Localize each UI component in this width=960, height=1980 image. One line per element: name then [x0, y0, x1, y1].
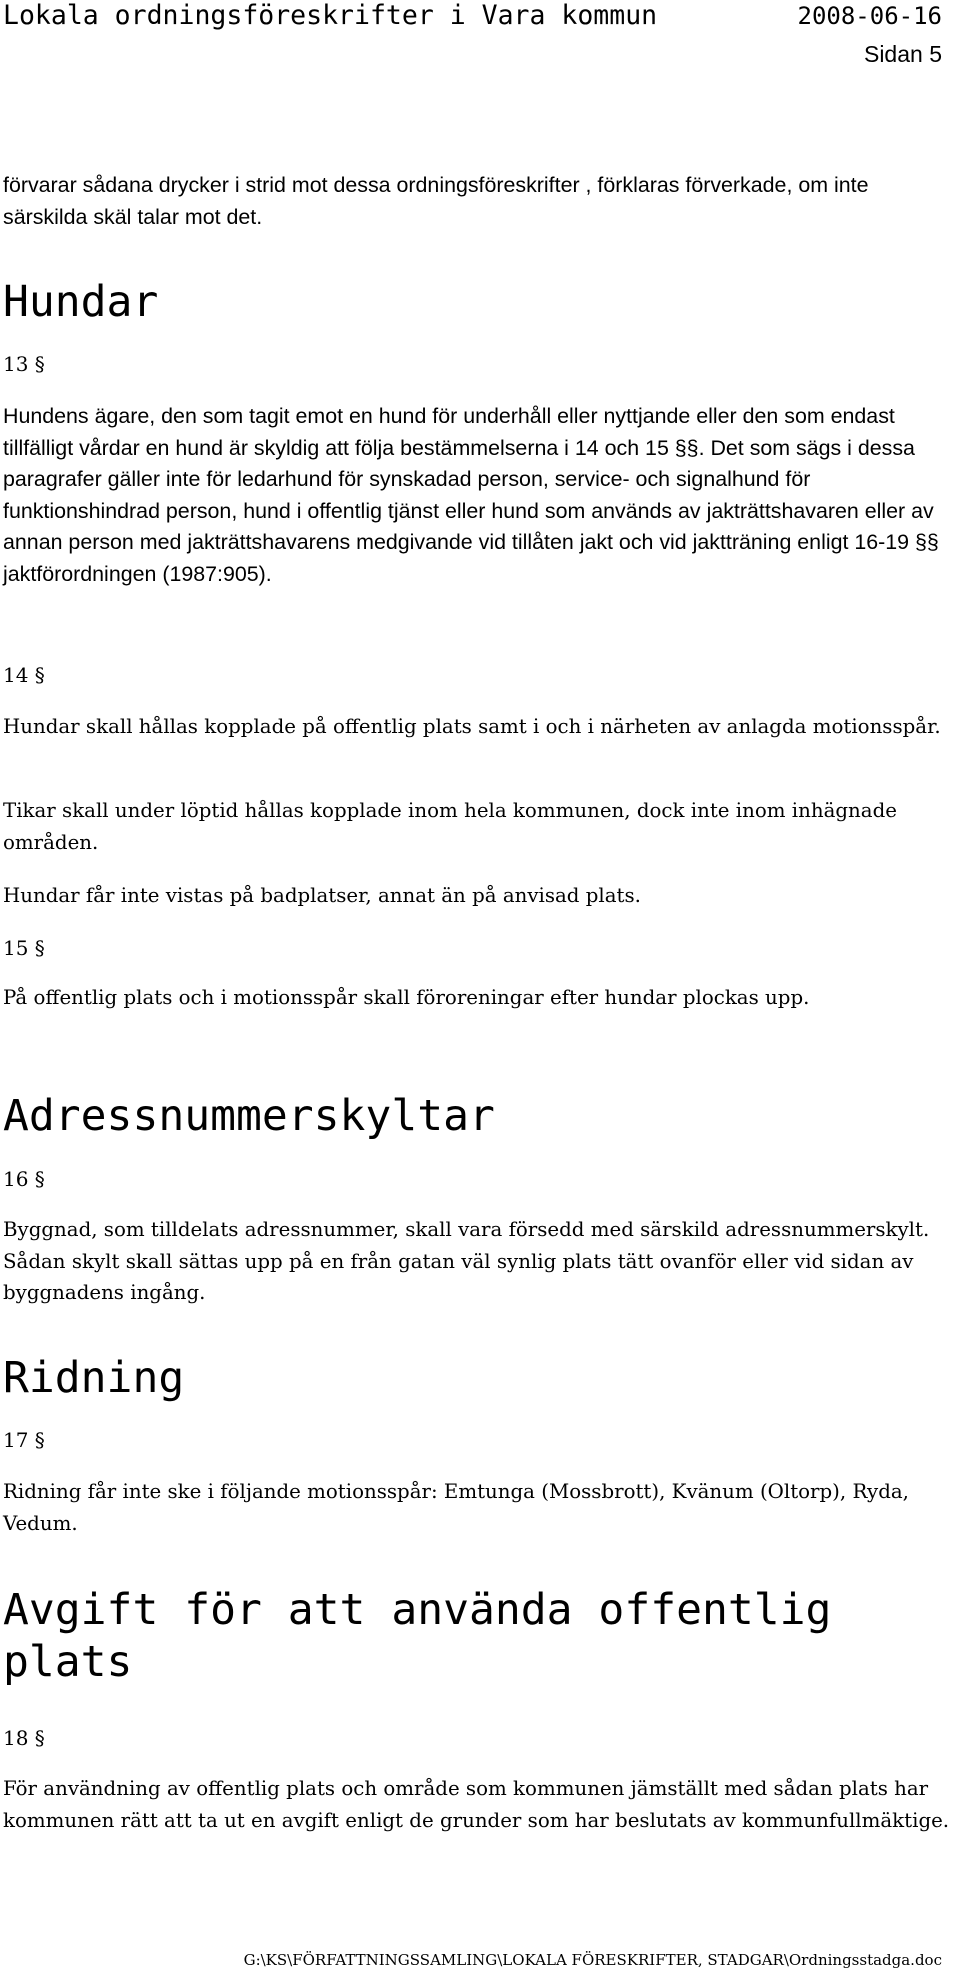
paragraph-17-text: Ridning får inte ske i följande motionsspår: Emtunga (Mossbrott), Kvänum (Oltorp), Ryda, Vedum.: [3, 1480, 909, 1535]
section-number-17: 17 §: [3, 1428, 45, 1452]
section-number-13: 13 §: [3, 352, 45, 376]
paragraph-15-text: På offentlig plats och i motionsspår skall föroreningar efter hundar plockas upp.: [3, 986, 810, 1009]
heading-hundar: Hundar: [3, 277, 159, 327]
paragraph-14-text-1: Hundar skall hållas kopplade på offentlig plats samt i och i närheten av anlagda motionsspår.: [3, 715, 941, 738]
document-date: 2008-06-16: [797, 2, 942, 30]
paragraph-14-text-3: Hundar får inte vistas på badplatser, annat än på anvisad plats.: [3, 884, 641, 907]
page-number: Sidan 5: [863, 41, 942, 67]
intro-paragraph: förvarar sådana drycker i strid mot dessa ordningsföreskrifter , förklaras förverkade, om inte särskilda skäl talar mot det.: [3, 173, 869, 229]
paragraph-14-text-2: Tikar skall under löptid hållas kopplade inom hela kommunen, dock inte inom inhägnade områden.: [3, 799, 897, 854]
section-number-14: 14 §: [3, 663, 45, 687]
section-number-18: 18 §: [3, 1726, 45, 1750]
section-number-16: 16 §: [3, 1167, 45, 1191]
section-number-15: 15 §: [3, 936, 45, 960]
paragraph-16-text: Byggnad, som tilldelats adressnummer, skall vara försedd med särskild adressnummerskylt. Sådan skylt skall sättas upp på en från gatan väl synlig plats tätt ovanför eller vid sidan av byggnadens ingång.: [3, 1218, 930, 1304]
paragraph-13-text: Hundens ägare, den som tagit emot en hund för underhåll eller nyttjande eller den som endast tillfälligt vårdar en hund är skyldig att följa bestämmelserna i 14 och 15 §§. Det som sägs i dessa paragrafer gäller inte för ledarhund för synskadad person, service- och signalhund för funktionshindrad person, hund i offentlig tjänst eller hund som används av jakträttshavaren eller av annan person med jakträttshavarens medgivande vid tillåten jakt och vid jaktträning enligt 16-19 §§ jaktförordningen (1987:905).: [3, 404, 939, 586]
heading-ridning: Ridning: [3, 1353, 185, 1403]
paragraph-18-text: För användning av offentlig plats och område som kommunen jämställt med sådan plats har kommunen rätt att ta ut en avgift enligt de grunder som har beslutats av kommunfullmäktige.: [3, 1777, 950, 1832]
heading-adressnummerskyltar: Adressnummerskyltar: [3, 1091, 495, 1141]
heading-avgift: Avgift för att använda offentlig plats: [3, 1585, 832, 1687]
footer-file-path: G:\KS\FÖRFATTNINGSSAMLING\LOKALA FÖRESKRIFTER, STADGAR\Ordningsstadga.doc: [243, 1951, 942, 1969]
document-title: Lokala ordningsföreskrifter i Vara kommun: [3, 0, 658, 31]
